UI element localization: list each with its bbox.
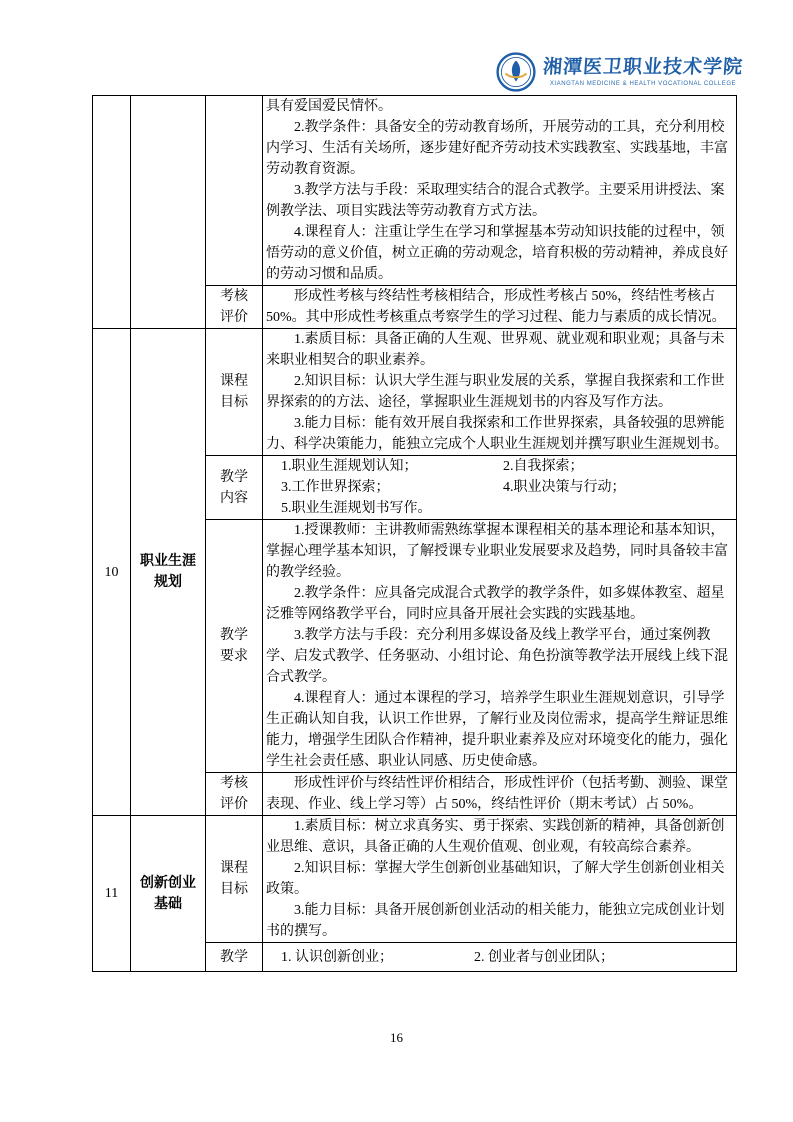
paragraph: 3.教学方法与手段：充分利用多媒设备及线上教学平台，通过案例教学、启发式教学、任务驱动、小组讨论、角色扮演等教学法开展线上线下混合式教学。 bbox=[266, 628, 728, 685]
section-content-cell bbox=[263, 520, 737, 773]
course-name-line: 规划 bbox=[154, 575, 182, 590]
paragraph: 2.教学条件：具备安全的劳动教育场所，开展劳动的工具，充分利用校内学习、生活有关场所，逐步建好配齐劳动技术实践教室、实践基地，丰富劳动教育资源。 bbox=[266, 120, 728, 177]
section-label-line: 课程 bbox=[220, 374, 248, 389]
course-name-cell bbox=[131, 816, 206, 972]
paragraph: 1.授课教师：主讲教师需熟练掌握本课程相关的基本理论和基本知识，掌握心理学基本知识，了解授课专业职业发展要求及趋势，同时具备较丰富的教学经验。 bbox=[266, 523, 728, 580]
paragraph: 1.素质目标：具备正确的人生观、世界观、就业观和职业观；具备与未来职业相契合的职业素养。 bbox=[266, 332, 725, 368]
list-item: 1. 认识创新创业； bbox=[281, 949, 393, 965]
section-label-cell bbox=[206, 773, 263, 816]
course-table bbox=[92, 95, 737, 972]
section-label-line: 教学 bbox=[220, 628, 248, 643]
section-content-cell bbox=[263, 329, 737, 456]
content-list-line bbox=[266, 456, 733, 477]
content-list-line bbox=[266, 498, 733, 519]
section-label-line: 考核 bbox=[220, 776, 248, 791]
section-label-line: 目标 bbox=[220, 882, 248, 897]
college-name bbox=[543, 57, 743, 87]
paragraph: 2.知识目标：掌握大学生创新创业基础知识，了解大学生创新创业相关政策。 bbox=[266, 861, 725, 897]
section-label-line: 要求 bbox=[220, 649, 248, 664]
section-label-line: 课程 bbox=[220, 861, 248, 876]
course-name-line: 职业生涯 bbox=[140, 554, 196, 569]
section-label-cell bbox=[206, 520, 263, 773]
section-label-cell-empty bbox=[206, 96, 263, 286]
list-item: 3.工作世界探索； bbox=[281, 480, 390, 495]
section-label-line: 教学 bbox=[220, 949, 248, 965]
section-label-line: 内容 bbox=[220, 490, 248, 506]
content-list-line bbox=[266, 947, 733, 968]
section-label-cell bbox=[206, 456, 263, 520]
college-logo bbox=[496, 52, 743, 92]
content-list-line bbox=[266, 477, 733, 498]
list-item: 5.职业生涯规划书写作。 bbox=[281, 501, 432, 516]
section-label-line: 评价 bbox=[220, 797, 248, 812]
section-label-cell bbox=[206, 816, 263, 943]
row-number-cell-empty bbox=[93, 96, 131, 329]
section-label-line: 目标 bbox=[220, 395, 248, 410]
paragraph: 形成性评价与终结性评价相结合，形成性评价（包括考勤、测验、课堂表现、作业、线上学习等）占 50%，终结性评价（期末考试）占 50%。 bbox=[266, 776, 728, 812]
paragraph: 4.课程育人：注重让学生在学习和掌握基本劳动知识技能的过程中，领悟劳动的意义价值，树立正确的劳动观念，培育积极的劳动精神，养成良好的劳动习惯和品质。 bbox=[266, 225, 728, 282]
section-content-cell bbox=[263, 96, 737, 286]
paragraph: 2.知识目标：认识大学生涯与职业发展的关系，掌握自我探索和工作世界探索的的方法、途径，掌握职业生涯规划书的内容及写作方法。 bbox=[266, 374, 725, 410]
row-number-cell: 10 bbox=[93, 329, 131, 816]
section-label-line: 教学 bbox=[220, 469, 248, 485]
section-label-line: 评价 bbox=[220, 310, 248, 325]
paragraph: 3.能力目标：能有效开展自我探索和工作世界探索，具备较强的思辨能力、科学决策能力，能独立完成个人职业生涯规划并撰写职业生涯规划书。 bbox=[266, 416, 728, 452]
section-content-cell bbox=[263, 816, 737, 943]
course-name-cell-empty bbox=[131, 96, 206, 329]
paragraph: 3.教学方法与手段：采取理实结合的混合式教学。主要采用讲授法、案例教学法、项目实践法等劳动教育方式方法。 bbox=[266, 183, 725, 219]
section-label-cell bbox=[206, 286, 263, 329]
table-row-prev-requirements bbox=[93, 96, 737, 286]
paragraph: 1.素质目标：树立求真务实、勇于探索、实践创新的精神，具备创新创业思维、意识，具备正确的人生观价值观、创业观，有较高综合素养。 bbox=[266, 819, 725, 855]
course-name-line: 基础 bbox=[154, 896, 182, 912]
college-name-chinese: 湘潭医卫职业技术学院 bbox=[542, 57, 744, 78]
course-name-line: 创新创业 bbox=[140, 875, 196, 891]
section-label-cell bbox=[206, 329, 263, 456]
section-content-cell bbox=[263, 943, 737, 972]
list-item: 2. 创业者与创业团队； bbox=[474, 949, 614, 965]
college-name-english: XIANGTAN MEDICINE & HEALTH VOCATIONAL COLLEGE bbox=[549, 81, 737, 87]
table-row-course10-objectives bbox=[93, 329, 737, 456]
paragraph: 具有爱国爱民情怀。 bbox=[266, 99, 392, 114]
paragraph: 2.教学条件：应具备完成混合式教学的教学条件，如多媒体教室、超星泛雅等网络教学平台，同时应具备开展社会实践的实践基地。 bbox=[266, 586, 725, 622]
row-number-cell: 11 bbox=[93, 816, 131, 972]
list-item: 4.职业决策与行动； bbox=[503, 480, 626, 495]
paragraph: 4.课程育人：通过本课程的学习，培养学生职业生涯规划意识，引导学生正确认知自我，认识工作世界，了解行业及岗位需求，提高学生辩证思维能力，增强学生团队合作精神，提升职业素养及应对环境变化的能力，强化学生社会责任感、职业认同感、历史使命感。 bbox=[266, 691, 728, 769]
course-name-cell bbox=[131, 329, 206, 816]
page-number: 16 bbox=[390, 1030, 403, 1045]
paragraph: 形成性考核与终结性考核相结合，形成性考核占 50%，终结性考核占 50%。其中形成性考核重点考察学生的学习过程、能力与素质的成长情况。 bbox=[266, 289, 726, 325]
section-content-cell bbox=[263, 773, 737, 816]
table-row-course11-objectives bbox=[93, 816, 737, 943]
section-content-cell bbox=[263, 286, 737, 329]
list-item: 1.职业生涯规划认知； bbox=[281, 459, 418, 474]
section-label-line: 考核 bbox=[220, 289, 248, 304]
list-item: 2.自我探索； bbox=[503, 459, 584, 474]
college-emblem-icon bbox=[496, 52, 536, 92]
section-content-cell bbox=[263, 456, 737, 520]
section-label-cell bbox=[206, 943, 263, 972]
paragraph: 3.能力目标：具备开展创新创业活动的相关能力，能独立完成创业计划书的撰写。 bbox=[266, 903, 725, 939]
